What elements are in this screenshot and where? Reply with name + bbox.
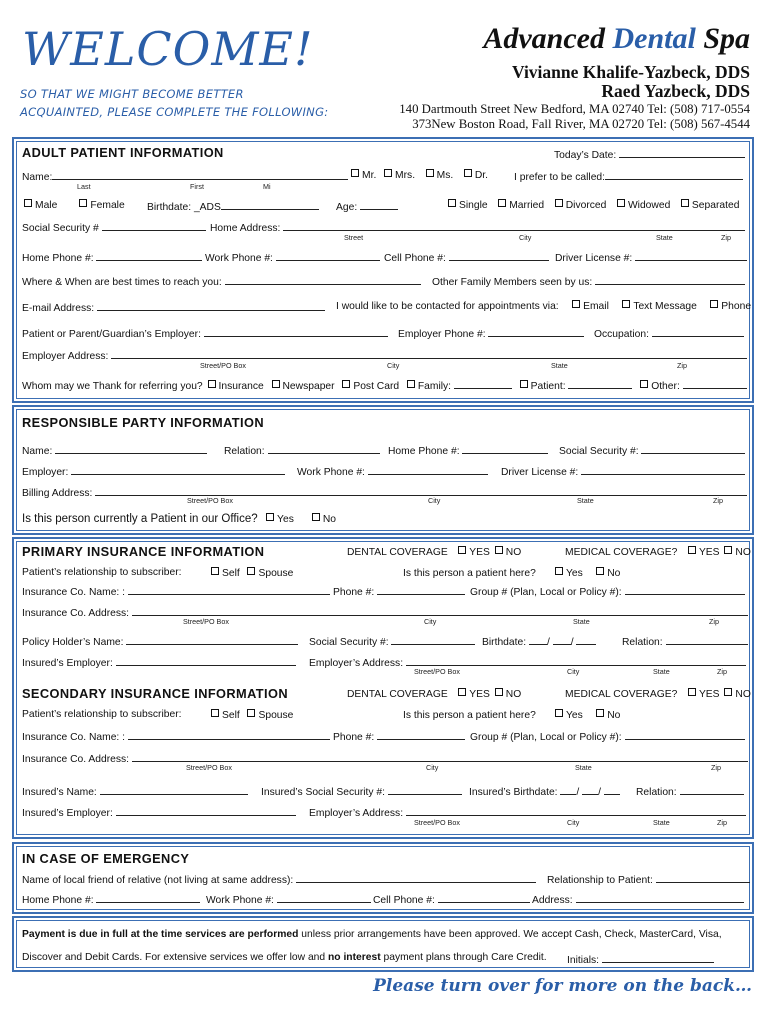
ssn-field[interactable] bbox=[22, 220, 206, 235]
ssn-label: Social Security # bbox=[22, 223, 99, 234]
payment-line-2 bbox=[22, 952, 547, 964]
sub-label-first: First bbox=[190, 182, 204, 191]
primary-dental-no-checkbox[interactable] bbox=[495, 546, 503, 554]
dental-coverage-label: DENTAL COVERAGE bbox=[347, 689, 448, 700]
insured-employer-label: Insured’s Employer: bbox=[22, 808, 113, 819]
rp-no-label: No bbox=[322, 514, 337, 525]
marital-status-options[interactable] bbox=[446, 199, 739, 212]
practice-name-part1: Advanced bbox=[483, 22, 613, 55]
mr-label: Mr. bbox=[362, 170, 377, 181]
ref-insurance-checkbox[interactable] bbox=[208, 380, 216, 388]
ref-postcard-checkbox[interactable] bbox=[342, 380, 350, 388]
gender-options[interactable] bbox=[22, 199, 125, 212]
rp-name-label: Name: bbox=[22, 446, 53, 457]
work-phone-field[interactable] bbox=[205, 250, 380, 265]
no-label: NO bbox=[505, 547, 522, 558]
contact-text-checkbox[interactable] bbox=[622, 300, 630, 308]
divorced-checkbox[interactable] bbox=[555, 199, 563, 207]
no-label: No bbox=[607, 710, 621, 721]
primary-dental-coverage[interactable] bbox=[347, 546, 521, 559]
rp-is-patient-question[interactable] bbox=[22, 513, 336, 526]
yes-label: Yes bbox=[565, 568, 583, 579]
other-family-field[interactable] bbox=[432, 274, 745, 289]
primary-birthdate-field[interactable]: Birthdate: / / bbox=[482, 634, 596, 649]
primary-relationship[interactable] bbox=[22, 567, 182, 579]
payment-bold-1: Payment is due in full at the time services are performed bbox=[22, 929, 299, 940]
cell-phone-field[interactable] bbox=[384, 250, 549, 265]
spouse-label: Spouse bbox=[258, 568, 294, 579]
footer-note: Please turn over for more on the back… bbox=[373, 976, 752, 996]
primary-co-address-field[interactable] bbox=[22, 605, 748, 620]
single-label: Single bbox=[459, 200, 488, 211]
sub-label-city: City bbox=[519, 233, 532, 242]
prefer-called-field[interactable] bbox=[514, 169, 743, 184]
relation-label: Relation: bbox=[636, 787, 677, 798]
dr-label: Dr. bbox=[474, 170, 489, 181]
best-times-field[interactable] bbox=[22, 274, 421, 289]
email-label: E-mail Address: bbox=[22, 303, 95, 314]
secondary-is-patient-no-checkbox[interactable] bbox=[596, 709, 604, 717]
sub-label-zip: Zip bbox=[709, 617, 719, 626]
emergency-home-phone-label: Home Phone #: bbox=[22, 895, 94, 906]
co-name-label: Insurance Co. Name: : bbox=[22, 732, 126, 743]
is-patient-here-label: Is this person a patient here? bbox=[403, 710, 536, 721]
sub-label-city: City bbox=[567, 667, 580, 676]
female-checkbox[interactable] bbox=[79, 199, 87, 207]
sub-label-city: City bbox=[387, 361, 400, 370]
name-label: Name: bbox=[22, 172, 53, 183]
rp-billing-address-field[interactable] bbox=[22, 485, 747, 500]
payment-text-1: unless prior arrangements have been approved. We accept Cash, Check, MasterCard, Visa, bbox=[298, 929, 722, 940]
mrs-checkbox[interactable] bbox=[384, 169, 392, 177]
primary-is-patient[interactable] bbox=[403, 567, 620, 580]
secondary-relation-field[interactable] bbox=[636, 784, 744, 799]
relation-label: Relation: bbox=[622, 637, 663, 648]
ms-checkbox[interactable] bbox=[426, 169, 434, 177]
payment-bold-2: no interest bbox=[328, 952, 381, 963]
email-field[interactable] bbox=[22, 300, 325, 315]
no-label: NO bbox=[735, 689, 751, 700]
welcome-heading: WELCOME! bbox=[22, 22, 314, 76]
sub-label-zip: Zip bbox=[721, 233, 731, 242]
ref-newspaper-label: Newspaper bbox=[282, 381, 335, 392]
ref-insurance-label: Insurance bbox=[218, 381, 264, 392]
cell-phone-label: Cell Phone #: bbox=[384, 253, 446, 264]
secondary-spouse-checkbox[interactable] bbox=[247, 709, 255, 717]
medical-coverage-label: MEDICAL COVERAGE? bbox=[565, 689, 678, 700]
sub-label-state: State bbox=[551, 361, 568, 370]
yes-label: YES bbox=[698, 547, 720, 558]
occupation-field[interactable] bbox=[594, 326, 744, 341]
rp-employer-field[interactable] bbox=[22, 464, 285, 479]
secondary-co-address-field[interactable] bbox=[22, 751, 748, 766]
sub-label-zip: Zip bbox=[711, 763, 721, 772]
co-name-label: Insurance Co. Name: : bbox=[22, 587, 126, 598]
separated-label: Separated bbox=[691, 200, 740, 211]
ref-newspaper-checkbox[interactable] bbox=[272, 380, 280, 388]
contact-phone-label: Phone bbox=[721, 301, 752, 312]
sub-label-zip: Zip bbox=[717, 818, 727, 827]
policy-holder-name-field[interactable] bbox=[22, 634, 298, 649]
sub-label-street-po: Street/PO Box bbox=[183, 617, 229, 626]
tagline-line-2: ACQUAINTED, PLEASE COMPLETE THE FOLLOWING: bbox=[20, 105, 329, 119]
contact-preference[interactable] bbox=[336, 300, 751, 313]
sub-label-last: Last bbox=[77, 182, 91, 191]
primary-dental-yes-checkbox[interactable] bbox=[458, 546, 466, 554]
best-times-label: Where & When are best times to reach you: bbox=[22, 277, 222, 288]
primary-phone-field[interactable] bbox=[333, 584, 465, 599]
office-address-2: 373New Boston Road, Fall River, MA 02720 Tel: (508) 567-4544 bbox=[412, 117, 750, 131]
sub-label-city: City bbox=[424, 617, 437, 626]
driver-license-label: Driver License #: bbox=[555, 253, 633, 264]
spouse-label: Spouse bbox=[258, 710, 294, 721]
doctor-name-2: Raed Yazbeck, DDS bbox=[601, 81, 750, 101]
yes-label: YES bbox=[698, 689, 720, 700]
employer-address-label: Employer’s Address: bbox=[309, 658, 404, 669]
contact-email-label: Email bbox=[583, 301, 609, 312]
primary-relationship-options[interactable] bbox=[209, 567, 293, 580]
todays-date-field[interactable] bbox=[554, 147, 745, 162]
secondary-dental-coverage[interactable] bbox=[347, 688, 521, 701]
age-field[interactable] bbox=[336, 199, 398, 214]
yes-label: YES bbox=[469, 547, 490, 558]
emergency-address-field[interactable] bbox=[532, 892, 744, 907]
insured-birthdate-field[interactable]: Insured’s Birthdate: / / bbox=[469, 784, 620, 799]
birthdate-field[interactable] bbox=[147, 199, 319, 214]
dr-checkbox[interactable] bbox=[464, 169, 472, 177]
practice-name bbox=[483, 22, 750, 56]
contact-email-checkbox[interactable] bbox=[572, 300, 580, 308]
sub-label-street-po: Street/PO Box bbox=[187, 496, 233, 505]
secondary-dental-yes-checkbox[interactable] bbox=[458, 688, 466, 696]
primary-group-field[interactable] bbox=[470, 584, 745, 599]
sub-label-zip: Zip bbox=[713, 496, 723, 505]
sub-label-state: State bbox=[577, 496, 594, 505]
driver-license-field[interactable] bbox=[555, 250, 747, 265]
birthdate-value: _ADS bbox=[193, 202, 221, 213]
primary-co-name-field[interactable] bbox=[22, 584, 330, 599]
prefer-called-label: I prefer to be called: bbox=[514, 172, 606, 183]
occupation-label: Occupation: bbox=[594, 329, 649, 340]
sub-label-city: City bbox=[428, 496, 441, 505]
payment-line-1 bbox=[22, 929, 722, 941]
secondary-insured-employer-field[interactable] bbox=[22, 805, 296, 820]
married-checkbox[interactable] bbox=[498, 199, 506, 207]
yes-label: Yes bbox=[565, 710, 583, 721]
secondary-employer-address-field[interactable] bbox=[309, 805, 746, 820]
ref-other-checkbox[interactable] bbox=[640, 380, 648, 388]
primary-spouse-checkbox[interactable] bbox=[247, 567, 255, 575]
phone-label: Phone #: bbox=[333, 587, 375, 598]
secondary-medical-yes-checkbox[interactable] bbox=[688, 688, 696, 696]
sub-label-state: State bbox=[575, 763, 592, 772]
employer-label: Patient or Parent/Guardian’s Employer: bbox=[22, 329, 201, 340]
initials-field[interactable] bbox=[567, 952, 714, 967]
title-options[interactable] bbox=[349, 169, 488, 182]
primary-medical-yes-checkbox[interactable] bbox=[688, 546, 696, 554]
sub-label-city: City bbox=[567, 818, 580, 827]
payment-text-3: payment plans through Care Credit. bbox=[380, 952, 547, 963]
co-address-label: Insurance Co. Address: bbox=[22, 754, 130, 765]
rp-no-checkbox[interactable] bbox=[312, 513, 320, 521]
relationship-label: Patient’s relationship to subscriber: bbox=[22, 709, 182, 720]
primary-relation-field[interactable] bbox=[622, 634, 748, 649]
ref-family-checkbox[interactable] bbox=[407, 380, 415, 388]
male-checkbox[interactable] bbox=[24, 199, 32, 207]
employer-address-label: Employer Address: bbox=[22, 351, 109, 362]
emergency-home-phone-field[interactable] bbox=[22, 892, 200, 907]
primary-employer-address-field[interactable] bbox=[309, 655, 746, 670]
rp-name-field[interactable] bbox=[22, 443, 207, 458]
insured-birthdate-label: Insured’s Birthdate: bbox=[469, 787, 558, 798]
dental-coverage-label: DENTAL COVERAGE bbox=[347, 547, 448, 558]
primary-is-patient-no-checkbox[interactable] bbox=[596, 567, 604, 575]
rp-work-phone-field[interactable] bbox=[297, 464, 488, 479]
ssn-label: Social Security #: bbox=[309, 637, 389, 648]
emergency-address-label: Address: bbox=[532, 895, 573, 906]
ms-label: Ms. bbox=[436, 170, 454, 181]
medical-coverage-label: MEDICAL COVERAGE? bbox=[565, 547, 678, 558]
other-family-label: Other Family Members seen by us: bbox=[432, 277, 593, 288]
emergency-work-phone-field[interactable] bbox=[206, 892, 371, 907]
tagline-line-1: SO THAT WE MIGHT BECOME BETTER bbox=[20, 87, 244, 101]
insured-ssn-field[interactable] bbox=[261, 784, 462, 799]
sub-label-state: State bbox=[656, 233, 673, 242]
primary-ssn-field[interactable] bbox=[309, 634, 475, 649]
secondary-phone-field[interactable] bbox=[333, 729, 465, 744]
sub-label-street-po: Street/PO Box bbox=[414, 818, 460, 827]
rp-billing-address-label: Billing Address: bbox=[22, 488, 93, 499]
employer-field[interactable] bbox=[22, 326, 388, 341]
rp-home-phone-label: Home Phone #: bbox=[388, 446, 460, 457]
is-patient-here-label: Is this person a patient here? bbox=[403, 568, 536, 579]
sub-label-state: State bbox=[653, 667, 670, 676]
rp-employer-label: Employer: bbox=[22, 467, 69, 478]
secondary-medical-no-checkbox[interactable] bbox=[724, 688, 732, 696]
contact-preference-label: I would like to be contacted for appointments via: bbox=[336, 301, 559, 312]
emergency-relationship-label: Relationship to Patient: bbox=[547, 875, 653, 886]
divorced-label: Divorced bbox=[565, 200, 607, 211]
payment-text-2: Discover and Debit Cards. For extensive services we offer low and bbox=[22, 952, 328, 963]
sub-label-zip: Zip bbox=[717, 667, 727, 676]
rp-driver-license-label: Driver License #: bbox=[501, 467, 579, 478]
no-label: NO bbox=[505, 689, 522, 700]
secondary-is-patient[interactable] bbox=[403, 709, 620, 722]
group-label: Group # (Plan, Local or Policy #): bbox=[470, 732, 622, 743]
contact-phone-checkbox[interactable] bbox=[710, 300, 718, 308]
ref-patient-label: Patient: bbox=[530, 381, 566, 392]
rp-yes-checkbox[interactable] bbox=[266, 513, 274, 521]
secondary-medical-coverage[interactable] bbox=[565, 688, 751, 701]
mr-checkbox[interactable] bbox=[351, 169, 359, 177]
birthdate-label: Birthdate: bbox=[147, 202, 192, 213]
emergency-friend-field[interactable] bbox=[22, 872, 536, 887]
practice-name-part3: Spa bbox=[695, 22, 750, 55]
rp-ssn-label: Social Security #: bbox=[559, 446, 639, 457]
ref-family-label: Family: bbox=[417, 381, 452, 392]
emergency-cell-phone-field[interactable] bbox=[373, 892, 530, 907]
co-address-label: Insurance Co. Address: bbox=[22, 608, 130, 619]
phone-label: Phone #: bbox=[333, 732, 375, 743]
insured-employer-label: Insured’s Employer: bbox=[22, 658, 113, 669]
self-label: Self bbox=[222, 568, 240, 579]
ref-other-label: Other: bbox=[651, 381, 680, 392]
sub-label-street-po: Street/PO Box bbox=[186, 763, 232, 772]
insured-name-label: Insured’s Name: bbox=[22, 787, 97, 798]
work-phone-label: Work Phone #: bbox=[205, 253, 273, 264]
doctor-name-1: Vivianne Khalife-Yazbeck, DDS bbox=[511, 62, 750, 82]
secondary-relationship[interactable] bbox=[22, 709, 182, 721]
secondary-dental-no-checkbox[interactable] bbox=[495, 688, 503, 696]
single-checkbox[interactable] bbox=[448, 199, 456, 207]
sub-label-state: State bbox=[573, 617, 590, 626]
primary-insurance-title: PRIMARY INSURANCE INFORMATION bbox=[22, 544, 265, 559]
rp-work-phone-label: Work Phone #: bbox=[297, 467, 365, 478]
married-label: Married bbox=[509, 200, 545, 211]
mrs-label: Mrs. bbox=[395, 170, 416, 181]
emergency-friend-label: Name of local friend of relative (not living at same address): bbox=[22, 875, 294, 886]
age-label: Age: bbox=[336, 202, 358, 213]
home-phone-label: Home Phone #: bbox=[22, 253, 94, 264]
emergency-relationship-field[interactable] bbox=[547, 872, 750, 887]
rp-relation-field[interactable] bbox=[224, 443, 380, 458]
birthdate-label: Birthdate: bbox=[482, 637, 527, 648]
self-label: Self bbox=[222, 710, 240, 721]
male-label: Male bbox=[35, 200, 58, 211]
office-address-1: 140 Dartmouth Street New Bedford, MA 02740 Tel: (508) 717-0554 bbox=[399, 102, 750, 116]
yes-label: YES bbox=[469, 689, 490, 700]
rp-driver-license-field[interactable] bbox=[501, 464, 745, 479]
primary-medical-coverage[interactable] bbox=[565, 546, 751, 559]
insured-ssn-label: Insured’s Social Security #: bbox=[261, 787, 386, 798]
ref-postcard-label: Post Card bbox=[353, 381, 400, 392]
rp-is-patient-label: Is this person currently a Patient in our Office? bbox=[22, 513, 258, 525]
sub-label-state: State bbox=[653, 818, 670, 827]
referral-field[interactable] bbox=[22, 378, 747, 393]
rp-relation-label: Relation: bbox=[224, 446, 265, 457]
widowed-label: Widowed bbox=[627, 200, 671, 211]
holder-name-label: Policy Holder’s Name: bbox=[22, 637, 124, 648]
contact-text-label: Text Message bbox=[633, 301, 697, 312]
female-label: Female bbox=[90, 200, 125, 211]
sub-label-city: City bbox=[426, 763, 439, 772]
emergency-section-title: IN CASE OF EMERGENCY bbox=[22, 851, 190, 866]
relationship-label: Patient’s relationship to subscriber: bbox=[22, 567, 182, 578]
employer-address-label: Employer’s Address: bbox=[309, 808, 404, 819]
ref-patient-checkbox[interactable] bbox=[520, 380, 528, 388]
referral-label: Whom may we Thank for referring you? bbox=[22, 381, 203, 392]
primary-is-patient-yes-checkbox[interactable] bbox=[555, 567, 563, 575]
employer-phone-label: Employer Phone #: bbox=[398, 329, 486, 340]
sub-label-mi: Mi bbox=[263, 182, 271, 191]
todays-date-label: Today’s Date: bbox=[554, 150, 617, 161]
secondary-co-name-field[interactable] bbox=[22, 729, 330, 744]
secondary-insurance-title: SECONDARY INSURANCE INFORMATION bbox=[22, 686, 288, 701]
sub-label-zip: Zip bbox=[677, 361, 687, 370]
responsible-section-title: RESPONSIBLE PARTY INFORMATION bbox=[22, 415, 264, 430]
sub-label-street-po: Street/PO Box bbox=[200, 361, 246, 370]
sub-label-street: Street bbox=[344, 233, 364, 242]
adult-section-title: ADULT PATIENT INFORMATION bbox=[22, 145, 224, 160]
primary-medical-no-checkbox[interactable] bbox=[724, 546, 732, 554]
secondary-is-patient-yes-checkbox[interactable] bbox=[555, 709, 563, 717]
rp-home-phone-field[interactable] bbox=[388, 443, 548, 458]
home-phone-field[interactable] bbox=[22, 250, 202, 265]
group-label: Group # (Plan, Local or Policy #): bbox=[470, 587, 622, 598]
secondary-self-checkbox[interactable] bbox=[211, 709, 219, 717]
separated-checkbox[interactable] bbox=[681, 199, 689, 207]
initials-label: Initials: bbox=[567, 955, 600, 966]
rp-ssn-field[interactable] bbox=[559, 443, 745, 458]
rp-yes-label: Yes bbox=[277, 514, 294, 525]
insured-name-field[interactable] bbox=[22, 784, 248, 799]
no-label: No bbox=[607, 568, 621, 579]
secondary-relationship-options[interactable] bbox=[209, 709, 293, 722]
employer-phone-field[interactable] bbox=[398, 326, 584, 341]
secondary-group-field[interactable] bbox=[470, 729, 745, 744]
emergency-cell-phone-label: Cell Phone #: bbox=[373, 895, 435, 906]
employer-address-field[interactable] bbox=[22, 348, 747, 363]
widowed-checkbox[interactable] bbox=[617, 199, 625, 207]
home-address-label: Home Address: bbox=[210, 223, 281, 234]
emergency-work-phone-label: Work Phone #: bbox=[206, 895, 274, 906]
name-field[interactable] bbox=[22, 169, 348, 184]
practice-name-accent: Dental bbox=[612, 22, 696, 55]
primary-self-checkbox[interactable] bbox=[211, 567, 219, 575]
sub-label-street-po: Street/PO Box bbox=[414, 667, 460, 676]
primary-insured-employer-field[interactable] bbox=[22, 655, 296, 670]
no-label: NO bbox=[735, 547, 751, 558]
